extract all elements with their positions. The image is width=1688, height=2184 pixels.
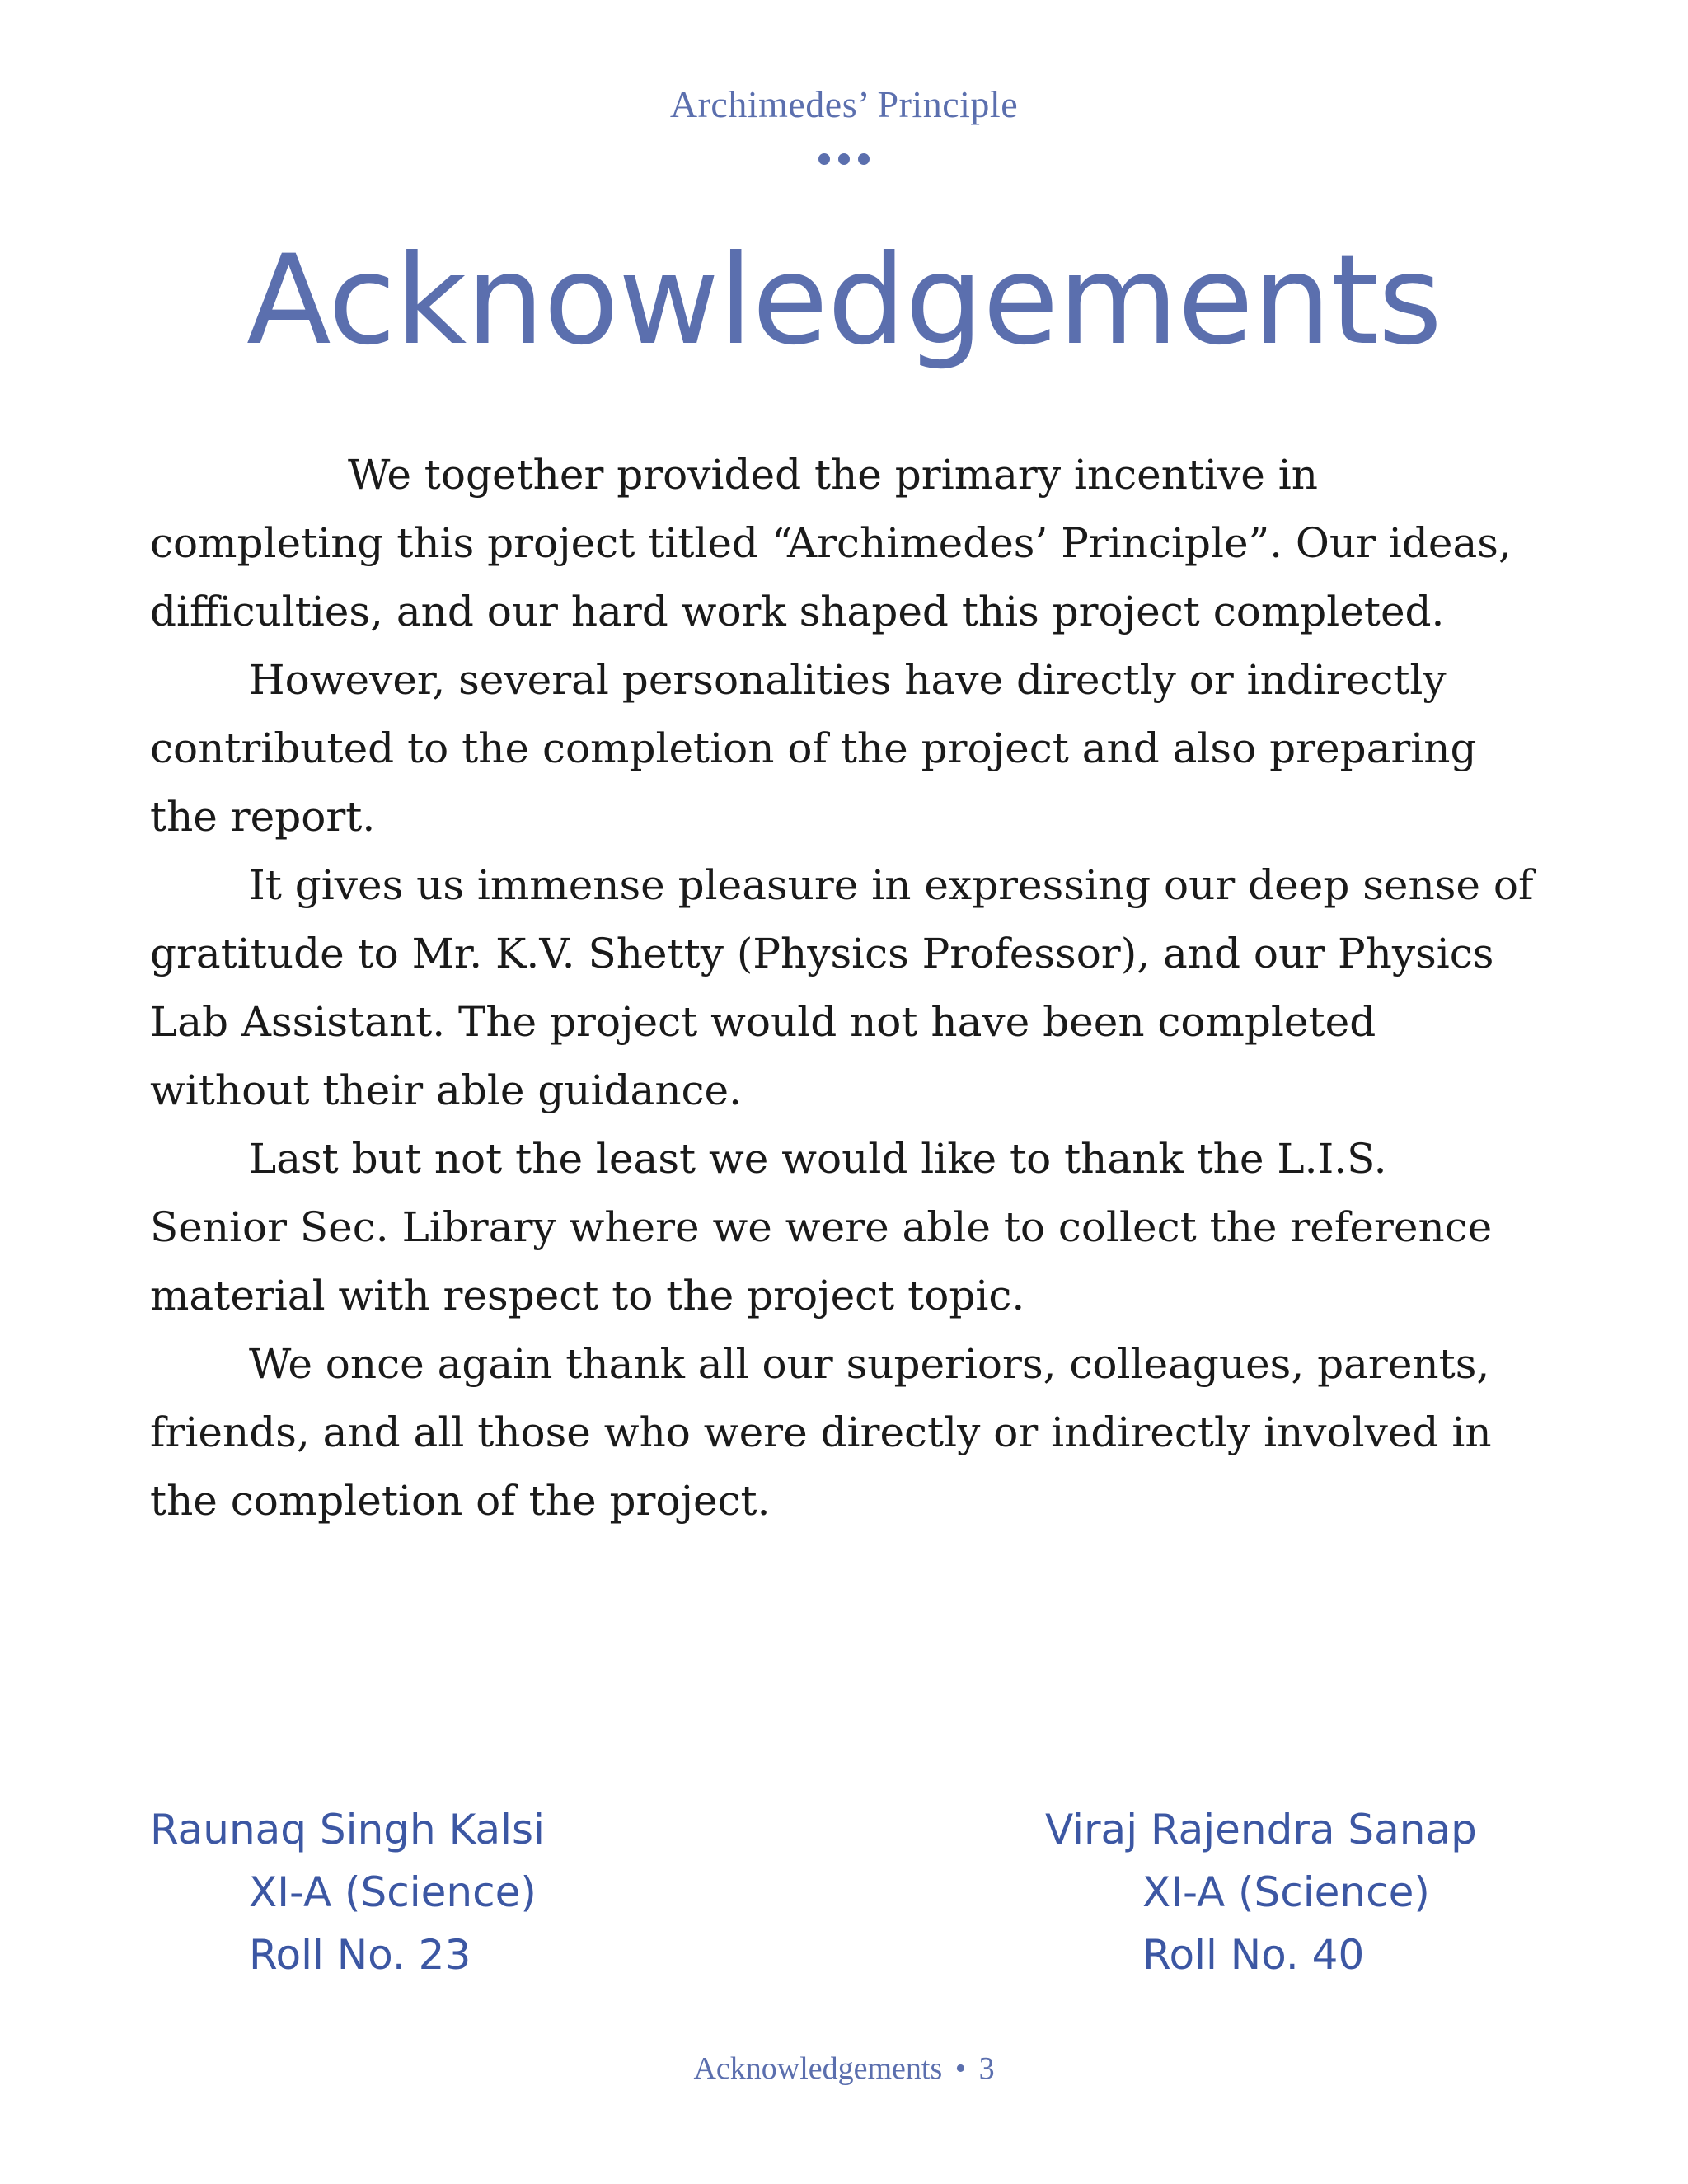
page-number: 3 bbox=[978, 2051, 995, 2086]
student-name: Viraj Rajendra Sanap bbox=[1045, 1806, 1477, 1854]
student-roll: Roll No. 40 bbox=[1142, 1931, 1365, 1979]
paragraph: However, several personalities have directly or indirectly contributed to the completion of the project and also preparing the report. bbox=[150, 656, 1477, 841]
dot bbox=[858, 153, 870, 165]
paragraph: We together provided the primary incentive in completing this project titled “Archimedes’ Principle”. Our ideas, difficulties, and our hard work shaped this project completed. bbox=[150, 451, 1512, 635]
dot bbox=[838, 153, 850, 165]
acknowledgement-body bbox=[150, 441, 1535, 1535]
signature-block-left bbox=[150, 1798, 545, 1986]
footer-section: Acknowledgements bbox=[693, 2051, 943, 2086]
three-dots-icon bbox=[0, 153, 1688, 165]
student-roll: Roll No. 23 bbox=[249, 1931, 471, 1979]
signature-block-right bbox=[1045, 1798, 1477, 1986]
student-name: Raunaq Singh Kalsi bbox=[150, 1806, 545, 1854]
footer-separator: • bbox=[954, 2051, 967, 2086]
paragraph: We once again thank all our superiors, colleagues, parents, friends, and all those who were directly or indirectly involved in the completion of the project. bbox=[150, 1340, 1492, 1525]
student-class: XI-A (Science) bbox=[1142, 1868, 1430, 1916]
running-footer bbox=[0, 2050, 1688, 2087]
paragraph: Last but not the least we would like to thank the L.I.S. Senior Sec. Library where we were able to collect the reference material with respect to the project topic. bbox=[150, 1135, 1493, 1319]
running-header: Archimedes’ Principle bbox=[669, 83, 1019, 125]
student-class: XI-A (Science) bbox=[249, 1868, 537, 1916]
dot bbox=[818, 153, 830, 165]
page-title: Acknowledgements bbox=[246, 229, 1442, 373]
paragraph: It gives us immense pleasure in expressing our deep sense of gratitude to Mr. K.V. Shetty (Physics Professor), and our Physics Lab Assistant. The project would not have been completed without their able guidance. bbox=[150, 861, 1534, 1114]
